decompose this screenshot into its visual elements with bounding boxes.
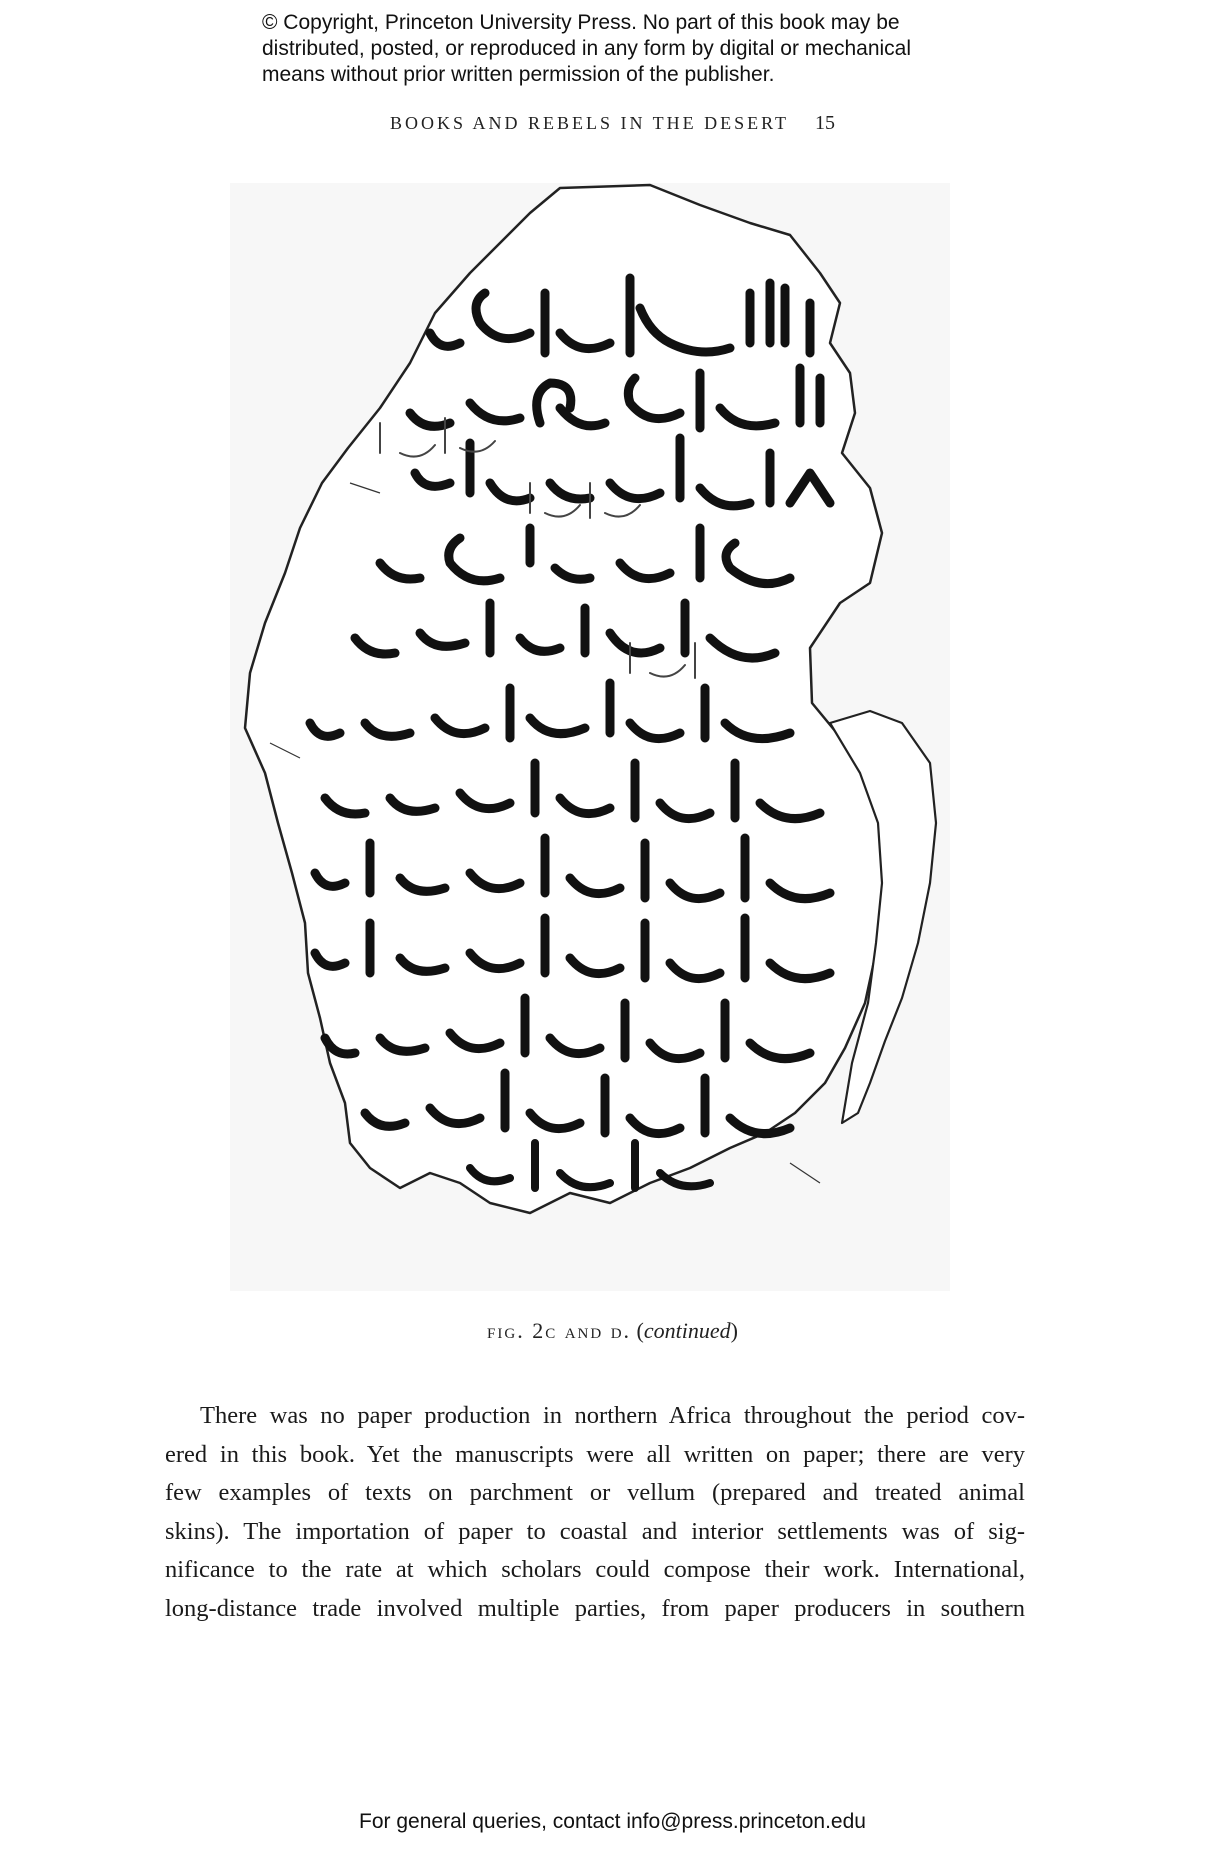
body-line: ered in this book. Yet the manuscripts were all written on paper; there are very xyxy=(165,1440,1025,1468)
running-head xyxy=(0,112,1225,135)
footer-text: For general queries, contact info@press.princeton.edu xyxy=(359,1810,866,1833)
figure-caption xyxy=(0,1318,1225,1344)
footer-contact xyxy=(0,1810,1225,1834)
manuscript-fragment-illustration xyxy=(230,183,950,1291)
copyright-line: distributed, posted, or reproduced in any form by digital or mechanical xyxy=(262,37,912,60)
copyright-notice xyxy=(262,10,1022,88)
caption-note: continued xyxy=(643,1318,731,1343)
figure-label: fig. 2c and d. xyxy=(487,1318,632,1343)
body-line: There was no paper production in northern Africa throughout the period cov- xyxy=(200,1402,1025,1429)
body-line: long-distance trade involved multiple parties, from paper producers in southern xyxy=(165,1594,1025,1622)
running-head-title: BOOKS AND REBELS IN THE DESERT xyxy=(389,113,790,133)
body-line: nificance to the rate at which scholars could compose their work. International, xyxy=(165,1556,1025,1583)
body-paragraph xyxy=(165,1397,1025,1628)
body-line: skins). The importation of paper to coastal and interior settlements was of sig- xyxy=(165,1517,1025,1545)
copyright-line: means without prior written permission of the publisher. xyxy=(262,63,775,86)
body-line: few examples of texts on parchment or vellum (prepared and treated animal xyxy=(165,1479,1025,1506)
page-number: 15 xyxy=(815,112,836,134)
manuscript-fragment-figure xyxy=(230,183,950,1291)
caption-close-paren: ) xyxy=(730,1318,738,1343)
copyright-line: © Copyright, Princeton University Press. No part of this book may be xyxy=(262,11,900,34)
caption-open-paren: ( xyxy=(636,1318,644,1343)
